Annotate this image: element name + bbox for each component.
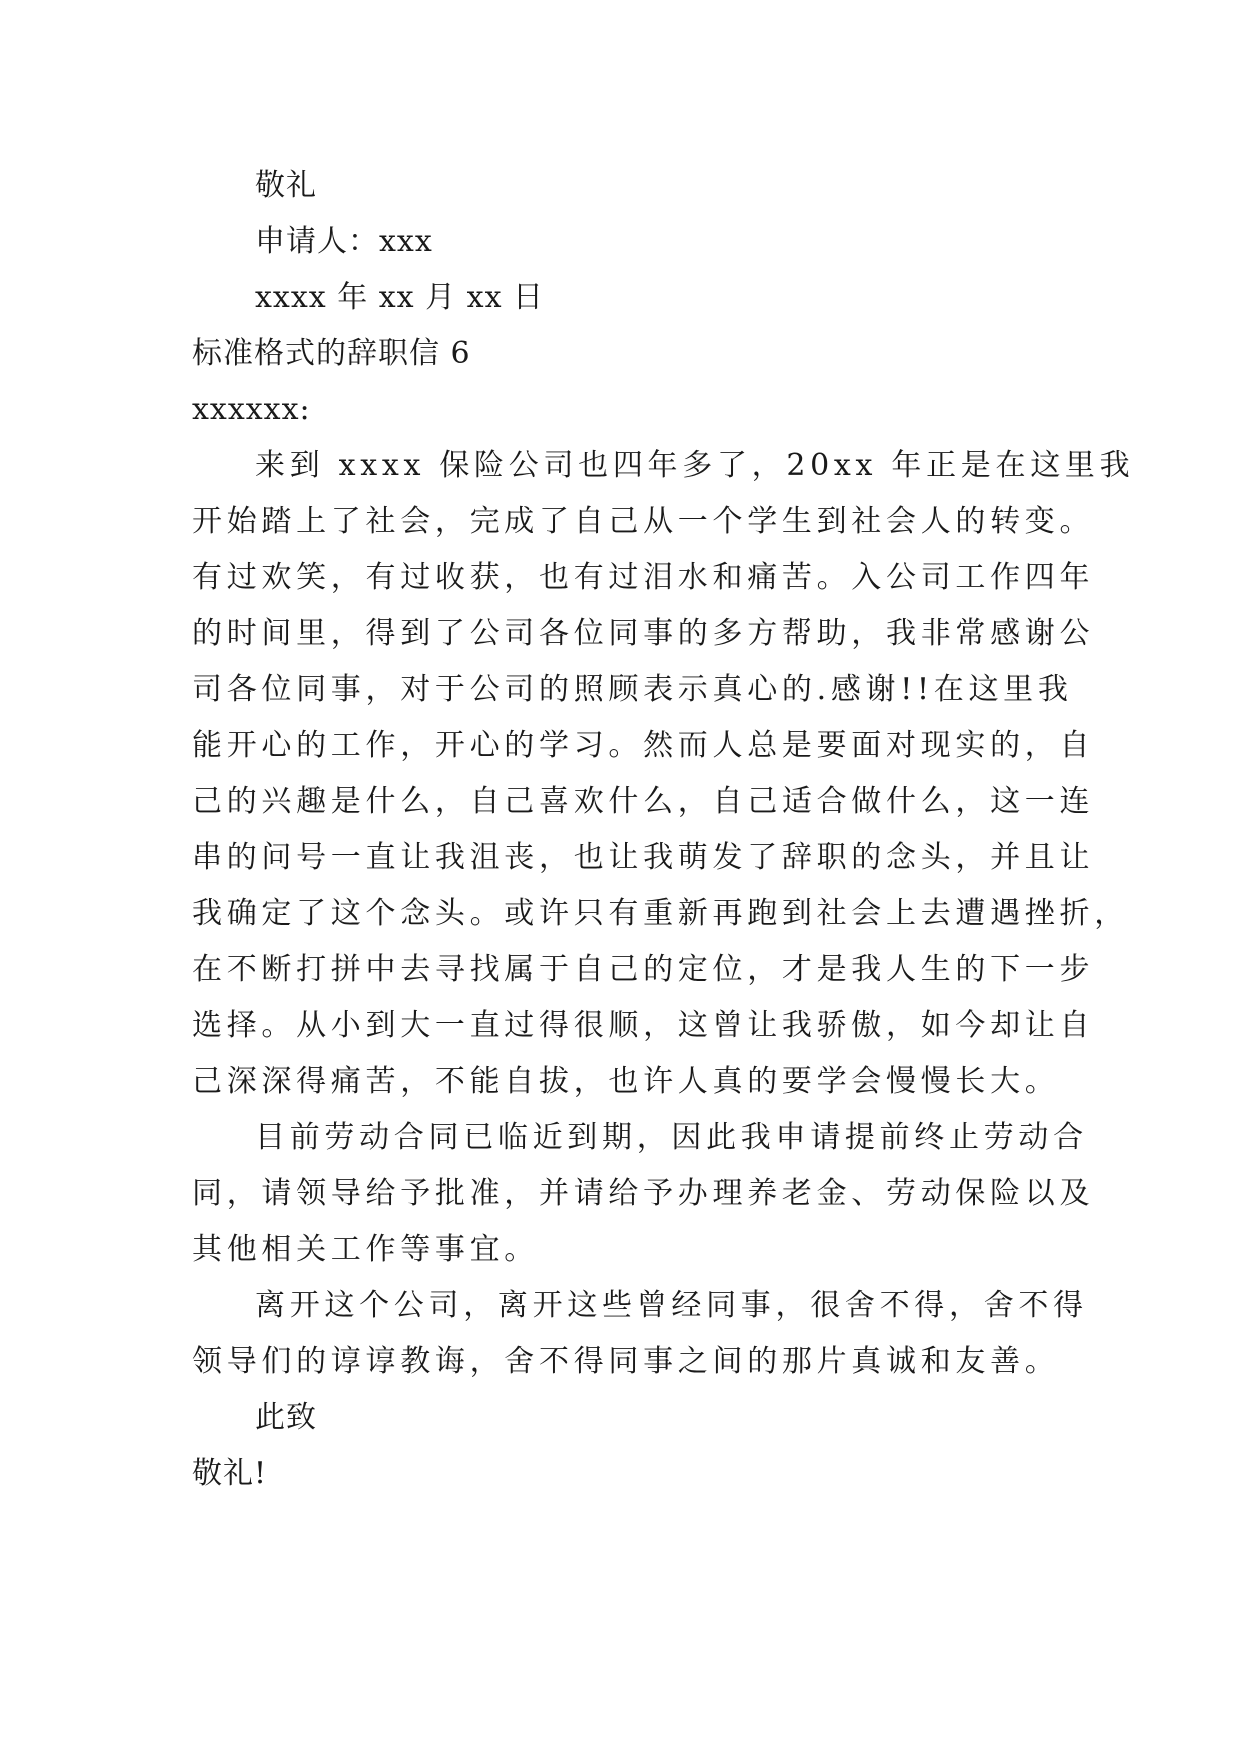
paragraph-1-line-7: 己的兴趣是什么，自己喜欢什么，自己适合做什么，这一连 xyxy=(192,784,1095,819)
paragraph-1-line-3: 有过欢笑，有过收获，也有过泪水和痛苦。入公司工作四年 xyxy=(192,560,1095,595)
paragraph-1-line-5: 司各位同事，对于公司的照顾表示真心的.感谢!!在这里我 xyxy=(192,672,1073,707)
paragraph-1-line-1: 来到 xxxx 保险公司也四年多了，20xx 年正是在这里我 xyxy=(255,448,1135,483)
paragraph-2-line-3: 其他相关工作等事宜。 xyxy=(192,1232,539,1267)
paragraph-1-line-6: 能开心的工作，开心的学习。然而人总是要面对现实的，自 xyxy=(192,728,1095,763)
date-line: xxxx 年 xx 月 xx 日 xyxy=(255,280,545,315)
paragraph-1-line-9: 我确定了这个念头。或许只有重新再跑到社会上去遭遇挫折， xyxy=(192,896,1129,931)
closing-regards-prev: 敬礼 xyxy=(255,168,317,203)
paragraph-2-line-1: 目前劳动合同已临近到期，因此我申请提前终止劳动合 xyxy=(255,1120,1088,1155)
paragraph-2-line-2: 同，请领导给予批准，并请给予办理养老金、劳动保险以及 xyxy=(192,1176,1095,1211)
paragraph-1-line-4: 的时间里，得到了公司各位同事的多方帮助，我非常感谢公 xyxy=(192,616,1095,651)
paragraph-1-line-2: 开始踏上了社会，完成了自己从一个学生到社会人的转变。 xyxy=(192,504,1095,539)
salutation: xxxxxx: xyxy=(192,392,311,427)
paragraph-1-line-11: 选择。从小到大一直过得很顺，这曾让我骄傲，如今却让自 xyxy=(192,1008,1095,1043)
applicant-line: 申请人：xxx xyxy=(255,224,433,259)
letter-title: 标准格式的辞职信 6 xyxy=(192,336,471,371)
closing-phrase: 此致 xyxy=(255,1400,317,1435)
paragraph-1-line-12: 己深深得痛苦，不能自拔，也许人真的要学会慢慢长大。 xyxy=(192,1064,1060,1099)
paragraph-1-line-8: 串的问号一直让我沮丧，也让我萌发了辞职的念头，并且让 xyxy=(192,840,1095,875)
paragraph-3-line-1: 离开这个公司，离开这些曾经同事，很舍不得，舍不得 xyxy=(255,1288,1088,1323)
closing-regards: 敬礼! xyxy=(192,1456,268,1491)
paragraph-3-line-2: 领导们的谆谆教诲，舍不得同事之间的那片真诚和友善。 xyxy=(192,1344,1060,1379)
paragraph-1-line-10: 在不断打拼中去寻找属于自己的定位，才是我人生的下一步 xyxy=(192,952,1095,987)
